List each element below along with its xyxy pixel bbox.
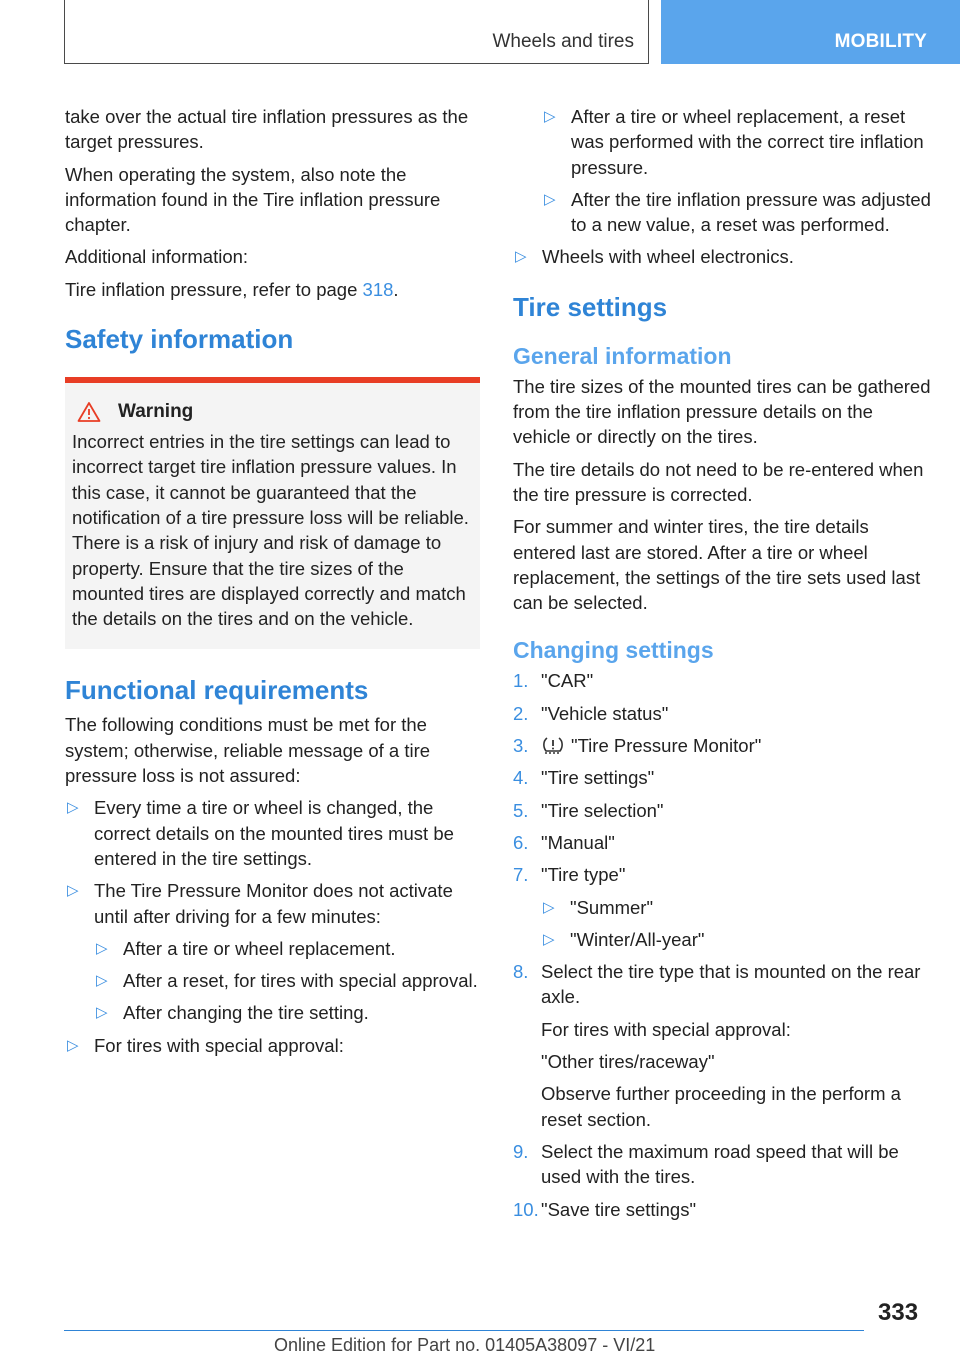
step-item: 9. Select the maximum road speed that will be used with the tires. xyxy=(513,1140,899,1188)
step-detail: For tires with special approval: xyxy=(541,1018,791,1040)
warning-title: Warning xyxy=(118,401,194,423)
bullet-triangle-icon: ▷ xyxy=(67,1036,79,1054)
warning-text: Incorrect entries in the tire settings can lead to incorrect target tire inflation pressure values. In this case, it cannot be guaranteed that the notification of a tire pressure loss will be reliable. There is a risk of injury and risk of damage to property. Ensure that the tire sizes of the mounted tires are displayed correctly and match the details on the tires and on the vehicle. xyxy=(72,431,469,630)
bullet-triangle-icon: ▷ xyxy=(544,190,556,208)
header-section-box xyxy=(64,0,649,64)
bullet-triangle-icon: ▷ xyxy=(515,248,527,266)
bullet-triangle-icon: ▷ xyxy=(543,898,555,916)
general-info-heading: General information xyxy=(513,342,732,369)
page-link[interactable]: 318 xyxy=(362,278,394,300)
warning-box xyxy=(65,377,480,649)
tire-pressure-icon xyxy=(541,735,565,755)
warning-triangle-icon xyxy=(77,401,101,423)
list-subitem: ▷ After the tire inflation pressure was adjusted to a new value, a reset was performed. xyxy=(544,188,931,236)
footer-divider xyxy=(64,1330,864,1331)
functional-text: The following conditions must be met for the system; otherwise, reliable message of a tire pressure loss is not assured: xyxy=(65,714,431,787)
warning-title-row xyxy=(72,401,470,423)
bullet-triangle-icon: ▷ xyxy=(544,108,556,125)
step-item: 6. "Manual" xyxy=(513,831,615,853)
footer-edition: Online Edition for Part no. 01405A38097 - VI/21 xyxy=(274,1335,656,1355)
header-chapter-tab xyxy=(661,0,960,64)
general-para-3: For summer and winter tires, the tire details entered last are stored. After a tire or wheel replacement, the settings of the tire sets used last can be selected. xyxy=(513,516,921,614)
step-item: 5. "Tire selection" xyxy=(513,799,664,821)
step-subitem: ▷ "Winter/All-year" xyxy=(541,927,933,952)
right-column xyxy=(513,104,933,1229)
general-para-1: The tire sizes of the mounted tires can be gathered from the tire inflation pressure details on the vehicle or directly on the tires. xyxy=(513,375,931,448)
list-subitem: ▷ After a tire or wheel replacement, a reset was performed with the correct tire inflation pressure. xyxy=(544,106,924,178)
list-subitem: ▷ After changing the tire setting. xyxy=(94,1000,480,1025)
bullet-triangle-icon: ▷ xyxy=(67,799,79,817)
list-subitem: ▷ After a reset, for tires with special approval. xyxy=(94,968,480,993)
page-reference: Tire inflation pressure, refer to page 318. xyxy=(65,278,399,300)
step-item: 2. "Vehicle status" xyxy=(513,702,669,724)
step-detail: "Other tires/raceway" xyxy=(541,1051,715,1073)
step-item: 4. "Tire settings" xyxy=(513,767,655,789)
list-subitem: ▷ After a tire or wheel replacement. xyxy=(94,936,480,961)
intro-para-3: Additional information: xyxy=(65,246,249,268)
header-section-title: Wheels and tires xyxy=(492,31,634,52)
list-item: ▷ Every time a tire or wheel is changed, the correct details on the mounted tires must be entered in the tire settings. xyxy=(67,797,454,869)
intro-para-2: When operating the system, also note the information found in the Tire inflation pressure chapter. xyxy=(65,163,441,236)
changing-settings-heading: Changing settings xyxy=(513,637,714,664)
tire-settings-heading: Tire settings xyxy=(513,291,668,322)
page-number: 333 xyxy=(878,1299,919,1326)
bullet-triangle-icon: ▷ xyxy=(96,972,108,990)
intro-para-1: take over the actual tire inflation pressures as the target pressures. xyxy=(65,106,469,153)
step-item: 3. "Tire Pressure Monitor" xyxy=(513,735,762,757)
step-item: 7. "Tire type" xyxy=(513,864,626,886)
header-chapter-title: MOBILITY xyxy=(834,31,927,52)
left-column xyxy=(65,104,480,1065)
bullet-triangle-icon: ▷ xyxy=(96,939,108,957)
safety-heading: Safety information xyxy=(65,324,294,355)
list-item: ▷ For tires with special approval: xyxy=(65,1033,480,1058)
bullet-triangle-icon: ▷ xyxy=(96,1004,108,1022)
bullet-triangle-icon: ▷ xyxy=(543,930,555,948)
step-item: 8. Select the tire type that is mounted on the rear axle. xyxy=(513,961,921,1008)
bullet-triangle-icon: ▷ xyxy=(67,882,79,900)
functional-heading: Functional requirements xyxy=(65,675,369,706)
step-item: 1. "CAR" xyxy=(513,670,594,692)
list-item: ▷ Wheels with wheel electronics. xyxy=(513,244,933,269)
step-subitem: ▷ "Summer" xyxy=(541,895,933,920)
step-detail: Observe further proceeding in the perform a reset section. xyxy=(541,1083,901,1130)
list-item: ▷ The Tire Pressure Monitor does not activate until after driving for a few minutes: xyxy=(67,880,453,927)
general-para-2: The tire details do not need to be re-entered when the tire pressure is corrected. xyxy=(513,458,924,505)
step-item: 10. "Save tire settings" xyxy=(513,1198,697,1220)
